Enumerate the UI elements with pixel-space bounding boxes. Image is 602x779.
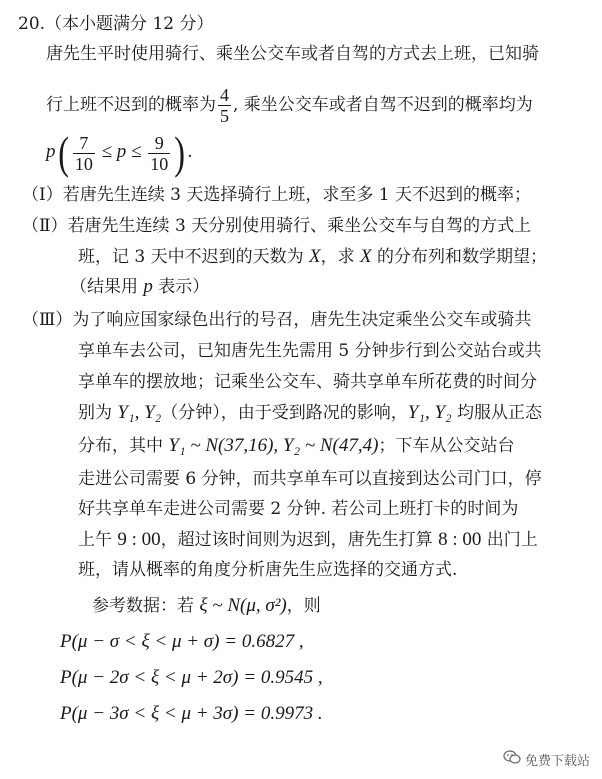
fraction-four-fifths bbox=[218, 85, 231, 126]
fraction-nine-tenths bbox=[148, 133, 170, 174]
part-3-line-1 bbox=[22, 310, 531, 330]
part-3-text-4c: 均服从正态 bbox=[451, 403, 543, 423]
reference-distribution: ξ ~ N(μ, σ²) bbox=[199, 595, 287, 616]
right-paren: ) bbox=[174, 127, 186, 179]
reference-then: ，则 bbox=[286, 596, 321, 616]
fraction-denominator: 5 bbox=[220, 106, 229, 126]
p-variable: p bbox=[46, 141, 56, 162]
part-2-text-2c: 的分布列和数学期望； bbox=[371, 247, 548, 267]
reference-equation-2: P(μ − 2σ < ξ < μ + 2σ) = 0.9545 , bbox=[60, 667, 323, 688]
part-3-text-1: 为了响应国家绿色出行的号召，唐先生决定乘坐公交车或骑共 bbox=[72, 310, 532, 330]
probability-range bbox=[46, 127, 193, 179]
time-nine: 9 : 00 bbox=[117, 529, 161, 550]
intro-line-1: 唐先生平时使用骑行、乘坐公交车或者自驾的方式去上班，已知骑 bbox=[46, 44, 539, 64]
part-3-line-8 bbox=[78, 530, 538, 550]
reference-text: 参考数据：若 bbox=[92, 596, 200, 616]
y1-y2-variables: Y₁, Y₂ bbox=[407, 402, 452, 423]
part-2-line-2 bbox=[78, 247, 547, 267]
part-3-text-8a: 上午 bbox=[78, 530, 118, 550]
part-3-text-8b: ，超过该时间则为迟到，唐先生打算 bbox=[160, 530, 439, 550]
reference-equation-3: P(μ − 3σ < ξ < μ + 3σ) = 0.9973 . bbox=[60, 703, 323, 724]
part-3-line-9: 班，请从概率的角度分析唐先生应选择的交通方式. bbox=[78, 560, 458, 580]
watermark bbox=[503, 750, 590, 769]
fraction-denominator: 10 bbox=[150, 153, 169, 174]
leq-p-leq: ≤ p ≤ bbox=[96, 141, 147, 162]
intro-text-b: , 乘坐公交车或者自驾不迟到的概率均为 bbox=[233, 95, 533, 115]
problem-header: 20.（本小题满分 12 分） bbox=[18, 14, 214, 34]
part-3-line-7: 好共享单车走进公司需要 2 分钟. 若公司上班打卡的时间为 bbox=[78, 499, 519, 519]
fraction-numerator: 4 bbox=[220, 85, 229, 105]
normal-distribution-expr: Y₁ ~ N(37,16), Y₂ ~ N(47,4) bbox=[168, 435, 379, 456]
part-3-mark: （Ⅲ） bbox=[22, 310, 73, 330]
part-1 bbox=[22, 185, 531, 205]
part-2-text-3a: （结果用 bbox=[70, 277, 144, 297]
part-2-mark: （Ⅱ） bbox=[22, 216, 68, 236]
part-1-text: 若唐先生连续 3 天选择骑行上班，求至多 1 天不迟到的概率； bbox=[62, 185, 531, 205]
intro-text-a: 行上班不迟到的概率为 bbox=[46, 95, 216, 115]
fraction-denominator: 10 bbox=[74, 153, 93, 174]
wechat-icon bbox=[503, 750, 521, 769]
y1-y2-variables: Y₁, Y₂ bbox=[117, 402, 162, 423]
part-3-text-4b: （分钟），由于受到路况的影响， bbox=[161, 403, 408, 423]
part-3-line-2: 享单车去公司，已知唐先生先需用 5 分钟步行到公交站台或共 bbox=[78, 341, 542, 361]
p-variable: p bbox=[143, 276, 153, 297]
part-3-line-6: 走进公司需要 6 分钟，而共享单车可以直接到达公司门口，停 bbox=[78, 469, 542, 489]
part-3-line-5 bbox=[78, 436, 514, 456]
period: . bbox=[187, 141, 193, 162]
fraction-numerator: 7 bbox=[73, 133, 95, 154]
part-3-line-3: 享单车的摆放地；记乘坐公交车、骑共享单车所花费的时间分 bbox=[78, 372, 537, 392]
part-3-text-5b: ；下车从公交站台 bbox=[378, 436, 515, 456]
part-1-mark: （Ⅰ） bbox=[22, 185, 63, 205]
intro-line-2 bbox=[46, 82, 533, 128]
reference-data-label bbox=[92, 596, 321, 616]
fraction-seven-tenths bbox=[73, 133, 95, 174]
part-3-line-4 bbox=[78, 403, 542, 423]
part-2-line-1 bbox=[22, 216, 531, 236]
fraction-numerator: 9 bbox=[148, 133, 170, 154]
part-2-text-3b: 表示） bbox=[152, 277, 210, 297]
x-variable: X bbox=[360, 246, 372, 267]
time-eight: 8 : 00 bbox=[438, 529, 482, 550]
part-3-text-8c: 出门上 bbox=[481, 530, 538, 550]
part-2-text-2b: ，求 bbox=[320, 247, 361, 267]
watermark-text: 免费下载站 bbox=[524, 754, 590, 769]
part-2-text-1: 若唐先生连续 3 天分别使用骑行、乘坐公交车与自驾的方式上 bbox=[67, 216, 532, 236]
part-3-text-5a: 分布，其中 bbox=[78, 436, 169, 456]
reference-equation-1: P(μ − σ < ξ < μ + σ) = 0.6827 , bbox=[60, 631, 304, 652]
part-3-text-4a: 别为 bbox=[78, 403, 118, 423]
left-paren: ( bbox=[57, 127, 69, 179]
part-2-line-3 bbox=[70, 277, 209, 297]
x-variable: X bbox=[309, 246, 321, 267]
part-2-text-2a: 班，记 3 天中不迟到的天数为 bbox=[78, 247, 310, 267]
